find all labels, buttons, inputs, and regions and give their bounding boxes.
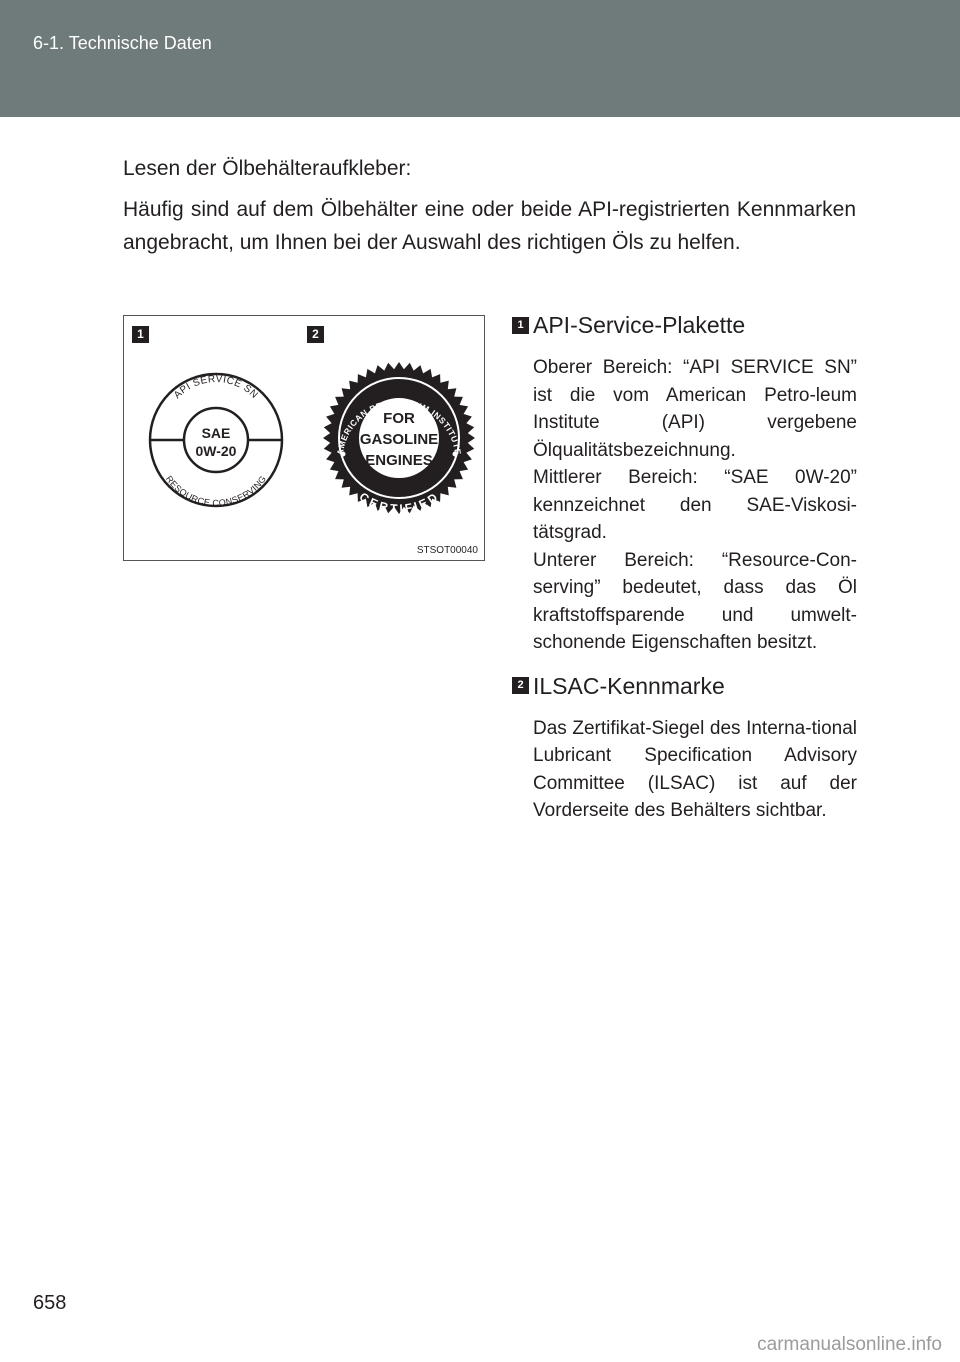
ilsac-center-line1: FOR [383,410,415,427]
legend-item-api [512,310,857,657]
ilsac-bottom-arc-text: CERTIFIED [356,489,442,516]
ilsac-top-arc-text: AMERICAN PETROLEUM INSTITUTE [334,397,464,456]
ilsac-center-line2: GASOLINE [359,431,439,448]
item-heading [512,310,857,340]
item-paragraph: Das Zertifikat-Siegel des Interna-tional Lubricant Specification Advisory Committee (ILSAC) ist auf der Vorderseite des Behälters sichtbar. [533,717,857,821]
figure-code: STSOT00040 [416,545,478,556]
item-number-badge: 2 [512,677,529,694]
api-top-arc-text: API SERVICE SN [171,373,261,402]
page-header [0,0,960,117]
api-service-symbol [150,374,282,508]
page-number: 658 [33,1292,67,1314]
figure-badge-2: 2 [307,326,324,343]
intro-text [123,152,856,259]
intro-heading: Lesen der Ölbehälteraufkleber: [123,157,412,180]
legend-item-ilsac [512,671,857,825]
watermark: carmanualsonline.info [757,1334,942,1355]
oil-label-illustration [124,316,484,560]
ilsac-starburst-symbol [323,362,475,516]
ilsac-center-line3: ENGINES [365,452,433,469]
oil-label-figure [123,315,485,561]
item-title: API-Service-Plakette [533,312,746,338]
intro-paragraph: Häufig sind auf dem Ölbehälter eine oder beide API-registrierten Kennmarken angebracht, um Ihnen bei der Auswahl des richtigen Öls zu helfen. [123,198,856,254]
legend-items [512,310,857,825]
item-number-badge: 1 [512,317,529,334]
api-bottom-arc-text: RESOURCE CONSERVING [163,473,269,509]
item-paragraph: Oberer Bereich: “API SERVICE SN” ist die vom American Petro-leum Institute (API) vergebene Ölqualitätsbezeichnung. [533,357,857,461]
item-paragraph: Unterer Bereich: “Resource-Con-serving” bedeutet, dass das Öl kraftstoffsparende und umwelt-schonende Eigenschaften besitzt. [533,549,857,653]
section-title: 6-1. Technische Daten [33,33,212,53]
item-title: ILSAC-Kennmarke [533,672,725,699]
item-heading [512,671,857,701]
item-description [533,354,857,657]
item-paragraph: Mittlerer Bereich: “SAE 0W-20” kennzeichnet den SAE-Viskosi-tätsgrad. [533,467,857,543]
api-center-line2: 0W-20 [195,443,237,459]
item-description [533,715,857,825]
figure-badge-1: 1 [132,326,149,343]
api-center-line1: SAE [201,425,231,441]
